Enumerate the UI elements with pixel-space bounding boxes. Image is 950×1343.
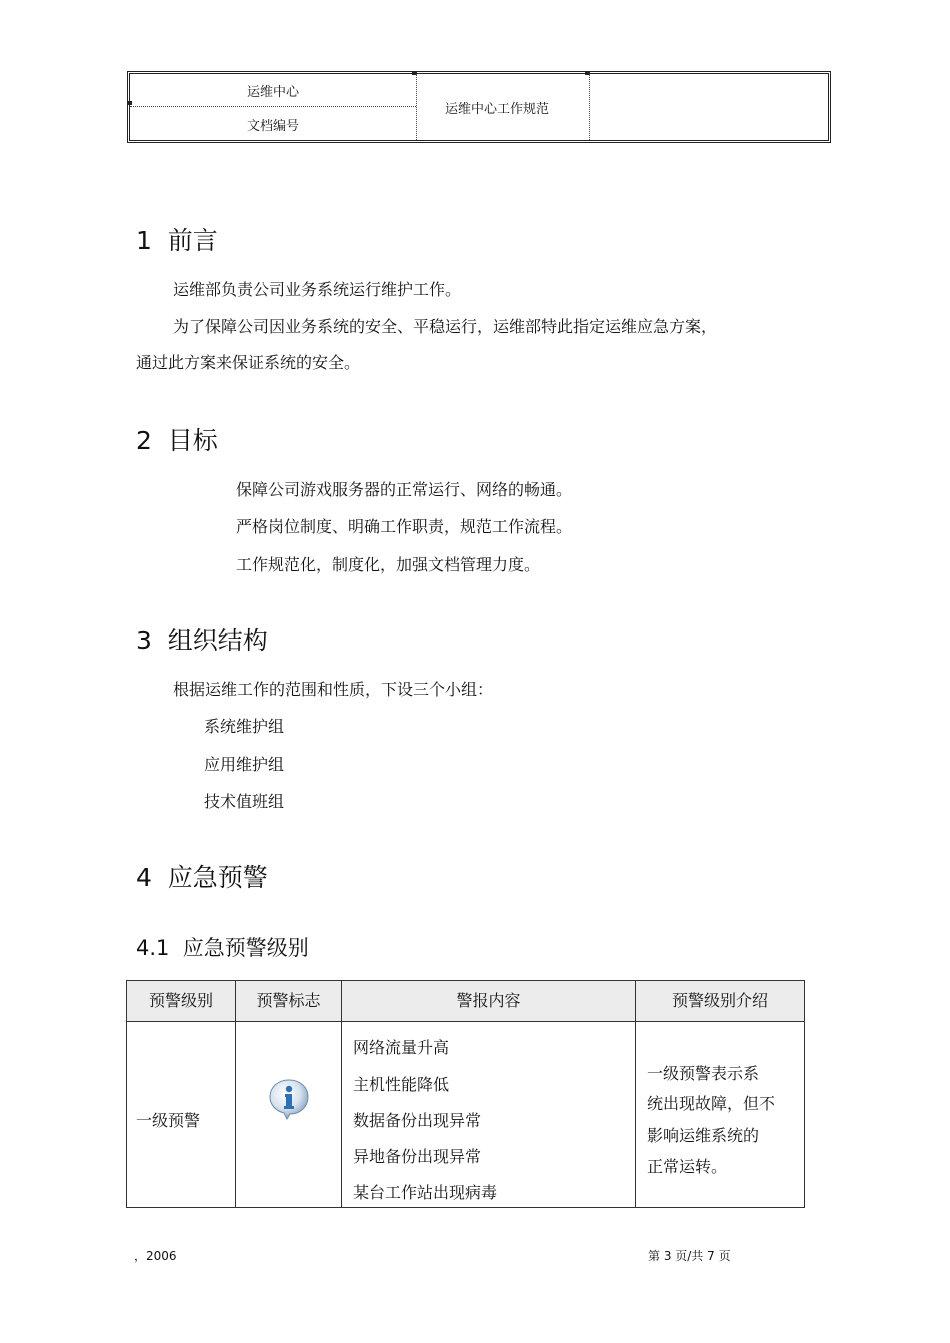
org-group-item: 应用维护组 bbox=[204, 755, 285, 774]
goal-item: 严格岗位制度、明确工作职责，规范工作流程。 bbox=[236, 517, 573, 536]
header-doc-title: 运维中心工作规范 bbox=[444, 102, 549, 117]
org-intro: 根据运维工作的范围和性质，下设三个小组： bbox=[173, 680, 494, 699]
header-divider bbox=[130, 106, 416, 107]
section-1-paragraph-2a: 为了保障公司因业务系统的安全、平稳运行，运维部特此指定运维应急方案， bbox=[173, 317, 718, 336]
org-group-item: 技术值班组 bbox=[204, 792, 285, 811]
section-heading-3: 3 组织结构 bbox=[136, 626, 268, 655]
table-header-description: 预警级别介绍 bbox=[671, 991, 768, 1010]
warning-level-table bbox=[126, 980, 805, 1208]
table-header-content: 警报内容 bbox=[456, 991, 521, 1010]
alert-content-item: 网络流量升高 bbox=[353, 1038, 450, 1057]
document-header-table bbox=[127, 71, 831, 143]
org-group-item: 系统维护组 bbox=[204, 717, 285, 736]
header-dept: 运维中心 bbox=[246, 85, 299, 100]
section-heading-2: 2 目标 bbox=[136, 426, 218, 455]
header-doc-number-label: 文档编号 bbox=[246, 119, 299, 134]
section-heading-1: 1 前言 bbox=[136, 226, 218, 255]
table-header-level: 预警级别 bbox=[148, 991, 213, 1010]
alert-content-item: 异地备份出现异常 bbox=[353, 1147, 482, 1166]
alert-content-item: 某台工作站出现病毒 bbox=[353, 1183, 498, 1202]
goal-item: 工作规范化，制度化，加强文档管理力度。 bbox=[236, 555, 541, 574]
info-icon bbox=[268, 1078, 310, 1120]
level-description-line: 影响运维系统的 bbox=[647, 1126, 760, 1145]
alert-content-item: 数据备份出现异常 bbox=[353, 1111, 482, 1130]
alert-content-item: 主机性能降低 bbox=[353, 1075, 450, 1094]
level-description-line: 统出现故障，但不 bbox=[647, 1094, 776, 1113]
level-description-line: 一级预警表示系 bbox=[647, 1064, 760, 1083]
goal-item: 保障公司游戏服务器的正常运行、网络的畅通。 bbox=[236, 480, 573, 499]
section-1-paragraph-1: 运维部负责公司业务系统运行维护工作。 bbox=[173, 280, 462, 299]
level-description-line: 正常运转。 bbox=[647, 1157, 728, 1176]
subsection-heading-4-1: 4.1 应急预警级别 bbox=[136, 936, 309, 960]
footer-left: ，2006 bbox=[134, 1249, 177, 1263]
footer-page-number: 第 3 页/共 7 页 bbox=[648, 1249, 731, 1263]
section-heading-4: 4 应急预警 bbox=[136, 863, 268, 892]
section-1-paragraph-2b: 通过此方案来保证系统的安全。 bbox=[136, 353, 361, 372]
table-cell-level: 一级预警 bbox=[136, 1111, 201, 1130]
table-header-sign: 预警标志 bbox=[256, 991, 321, 1010]
